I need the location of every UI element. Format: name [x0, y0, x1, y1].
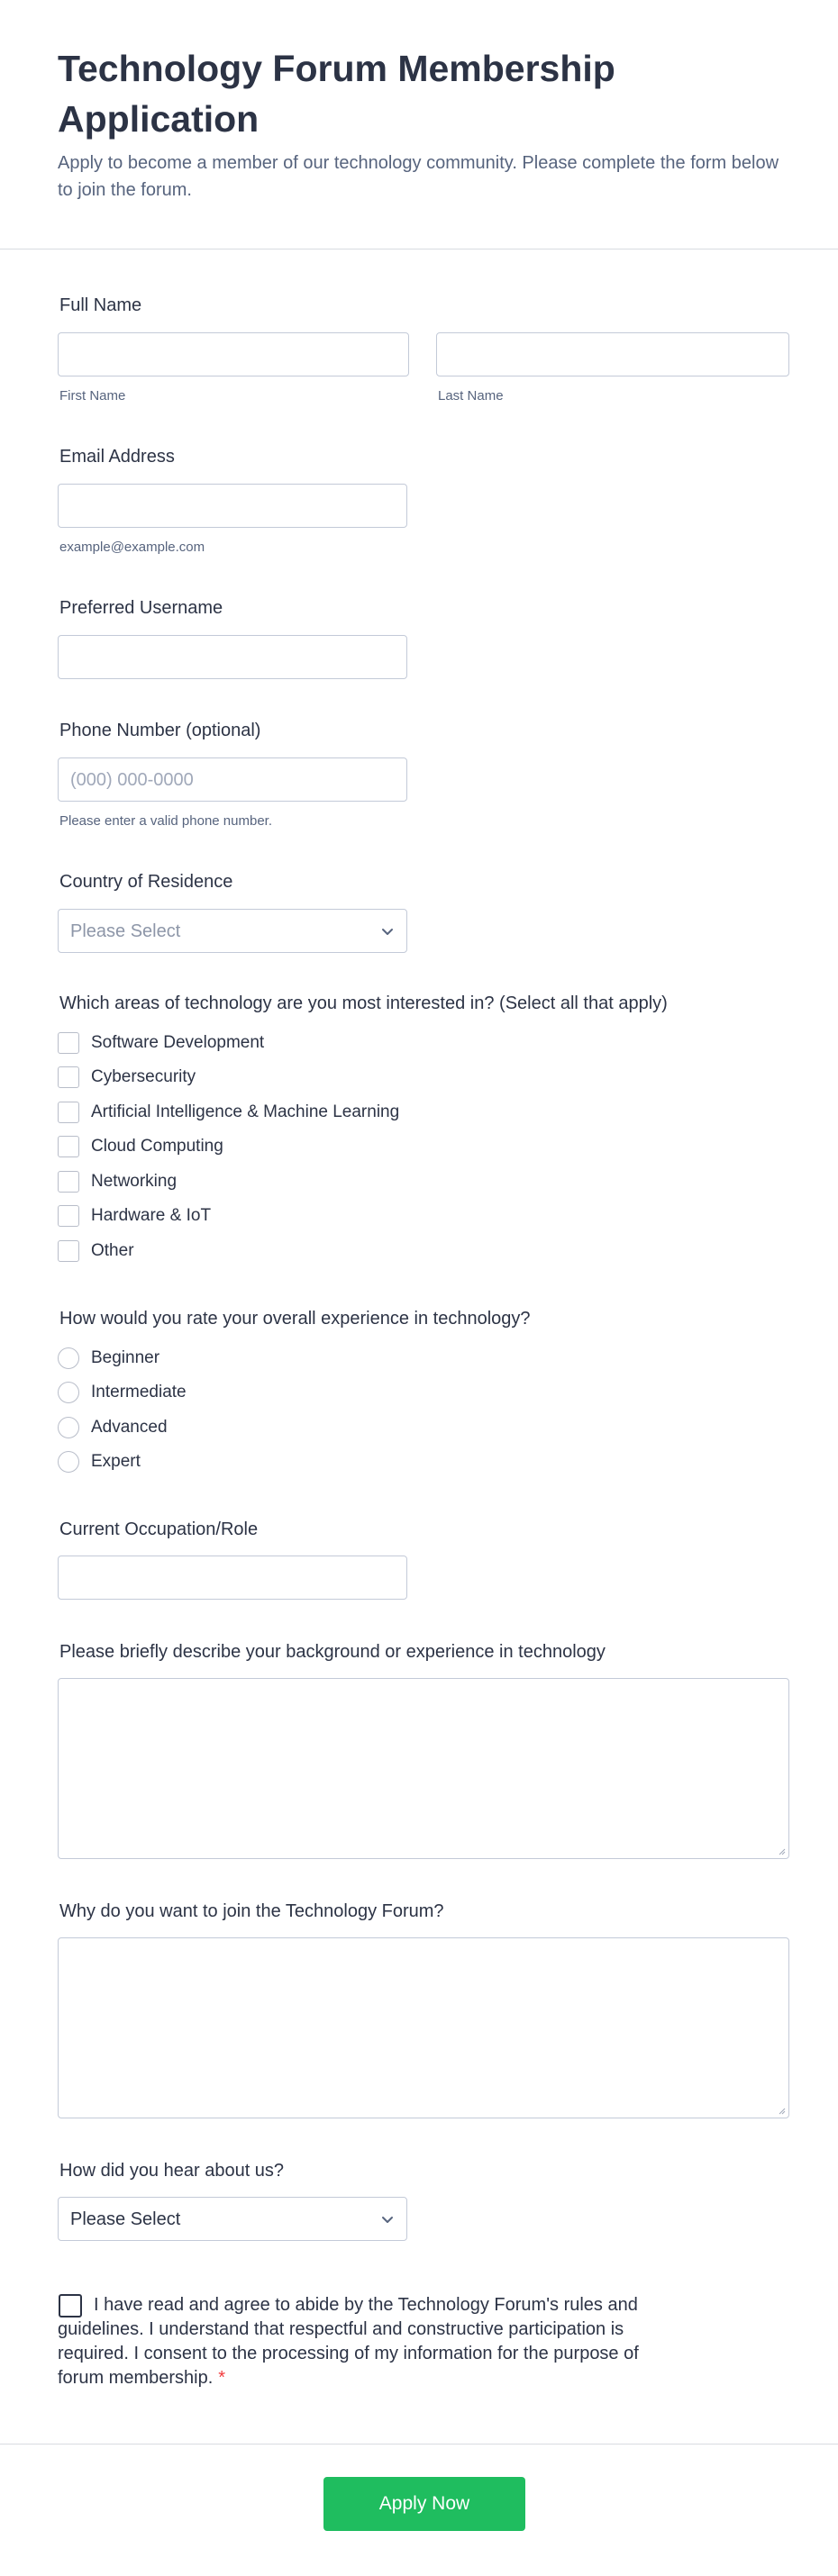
chevron-down-icon: [379, 923, 396, 939]
consent-text-block: [58, 2293, 688, 2390]
checkbox-networking[interactable]: [58, 1171, 79, 1193]
heard-about-label: How did you hear about us?: [59, 2161, 285, 2181]
background-label: Please briefly describe your background or experience in technology: [59, 1642, 606, 1662]
option-label: Advanced: [91, 1418, 168, 1437]
checkbox-other[interactable]: [58, 1240, 79, 1262]
radio-intermediate[interactable]: [58, 1382, 79, 1403]
option-label: Software Development: [91, 1033, 265, 1052]
option-label: Other: [91, 1241, 134, 1260]
option-label: Intermediate: [91, 1383, 187, 1401]
option-label: Cybersecurity: [91, 1067, 196, 1086]
option-label: Expert: [91, 1452, 141, 1471]
heard-about-select-value: Please Select: [70, 2209, 181, 2229]
option-label: Networking: [91, 1172, 178, 1191]
occupation-label: Current Occupation/Role: [59, 1519, 259, 1539]
resize-grip-icon[interactable]: [777, 1846, 786, 1855]
experience-label: How would you rate your overall experience in technology?: [59, 1309, 531, 1329]
phone-label: Phone Number (optional): [59, 721, 261, 740]
first-name-field[interactable]: [58, 332, 409, 376]
phone-sublabel: Please enter a valid phone number.: [59, 813, 272, 829]
apply-now-button[interactable]: Apply Now: [323, 2477, 525, 2531]
checkbox-hardware-iot[interactable]: [58, 1205, 79, 1227]
option-label: Cloud Computing: [91, 1137, 223, 1156]
email-field[interactable]: [58, 484, 407, 528]
country-label: Country of Residence: [59, 872, 233, 892]
phone-placeholder: (000) 000-0000: [70, 770, 194, 790]
interests-label: Which areas of technology are you most interested in? (Select all that apply): [59, 993, 668, 1013]
occupation-field[interactable]: [58, 1556, 407, 1600]
last-name-field[interactable]: [436, 332, 789, 376]
application-form: [0, 249, 838, 2443]
form-title: Technology Forum Membership Application: [58, 48, 615, 140]
phone-field[interactable]: [58, 757, 407, 802]
country-select-value: Please Select: [70, 921, 181, 941]
email-sublabel: example@example.com: [59, 540, 205, 555]
first-name-sublabel: First Name: [59, 388, 126, 404]
radio-advanced[interactable]: [58, 1417, 79, 1438]
required-mark: *: [218, 2368, 226, 2388]
form-header: [0, 0, 838, 249]
checkbox-cybersecurity[interactable]: [58, 1066, 79, 1088]
username-field[interactable]: [58, 635, 407, 679]
form-subtitle: Apply to become a member of our technology community. Please complete the form below to join the forum.: [58, 153, 779, 200]
form-footer: [0, 2444, 838, 2576]
checkbox-software-development[interactable]: [58, 1032, 79, 1054]
radio-beginner[interactable]: [58, 1347, 79, 1369]
why-join-label: Why do you want to join the Technology Forum?: [59, 1901, 444, 1921]
checkbox-ai-ml[interactable]: [58, 1102, 79, 1123]
option-label: Artificial Intelligence & Machine Learning: [91, 1102, 400, 1121]
consent-text: I have read and agree to abide by the Technology Forum's rules and guidelines. I understand that respectful and constructive participation is required. I consent to the processing of my information for the purpose of forum membership.: [58, 2295, 639, 2388]
resize-grip-icon[interactable]: [777, 2106, 786, 2115]
country-select[interactable]: [58, 909, 407, 953]
why-join-textarea[interactable]: [58, 1937, 789, 2118]
email-label: Email Address: [59, 447, 175, 467]
chevron-down-icon: [379, 2211, 396, 2227]
option-label: Hardware & IoT: [91, 1206, 212, 1225]
last-name-sublabel: Last Name: [438, 388, 504, 404]
full-name-label: Full Name: [59, 295, 142, 315]
radio-expert[interactable]: [58, 1451, 79, 1473]
heard-about-select[interactable]: [58, 2197, 407, 2241]
background-textarea[interactable]: [58, 1678, 789, 1859]
checkbox-cloud-computing[interactable]: [58, 1136, 79, 1157]
username-label: Preferred Username: [59, 598, 223, 618]
option-label: Beginner: [91, 1348, 160, 1367]
